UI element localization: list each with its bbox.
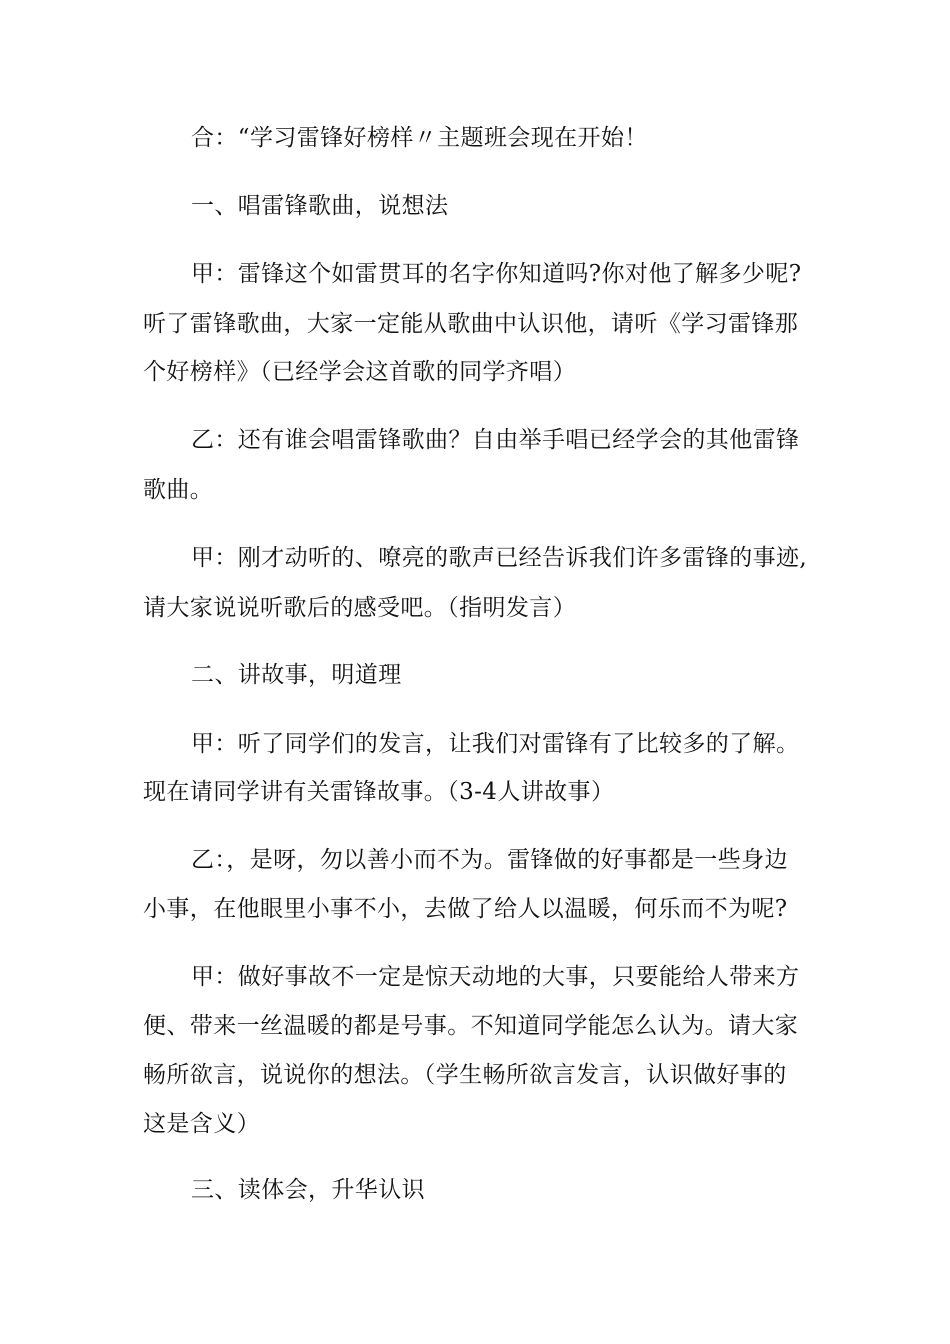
section-heading-2: 二、讲故事，明道理 [191,662,402,688]
paragraph-line: 甲：刚才动听的、嘹亮的歌声已经告诉我们许多雷锋的事迹, [191,545,808,571]
opening-line: 合：“学习雷锋好榜样〃主题班会现在开始！ [191,125,648,151]
paragraph-line: 请大家说说听歌后的感受吧。（指明发言） [143,595,577,621]
paragraph-line: 便、带来一丝温暖的都是号事。不知道同学能怎么认为。请大家 [143,1013,799,1039]
paragraph-line: 甲：做好事故不一定是惊天动地的大事，只要能给人带来方 [191,964,800,990]
paragraph-line: 这是含义） [143,1111,260,1137]
paragraph-line: 乙：还有谁会唱雷锋歌曲？自由举手唱已经学会的其他雷锋 [191,427,800,453]
paragraph-line: 听了雷锋歌曲，大家一定能从歌曲中认识他，请听《学习雷锋那 [143,311,799,337]
paragraph-line: 甲：听了同学们的发言，让我们对雷锋有了比较多的了解。 [191,731,800,757]
paragraph-line: 甲：雷锋这个如雷贯耳的名字你知道吗?你对他了解多少呢? [191,261,802,287]
paragraph-line: 畅所欲言，说说你的想法。（学生畅所欲言发言，认识做好事的 [143,1062,787,1088]
paragraph-line: 现在请同学讲有关雷锋故事。（3-4人讲故事） [143,779,615,805]
paragraph-line: 歌曲。 [143,477,214,503]
section-heading-3: 三、读体会，升华认识 [191,1177,425,1203]
paragraph-line: 个好榜样》（已经学会这首歌的同学齐唱） [143,359,577,385]
section-heading-1: 一、唱雷锋歌曲，说想法 [191,193,449,219]
paragraph-line: 乙：，是呀，勿以善小而不为。雷锋做的好事都是一些身边 [191,847,788,873]
paragraph-line: 小事，在他眼里小事不小，去做了给人以温暖，何乐而不为呢? [143,896,788,922]
